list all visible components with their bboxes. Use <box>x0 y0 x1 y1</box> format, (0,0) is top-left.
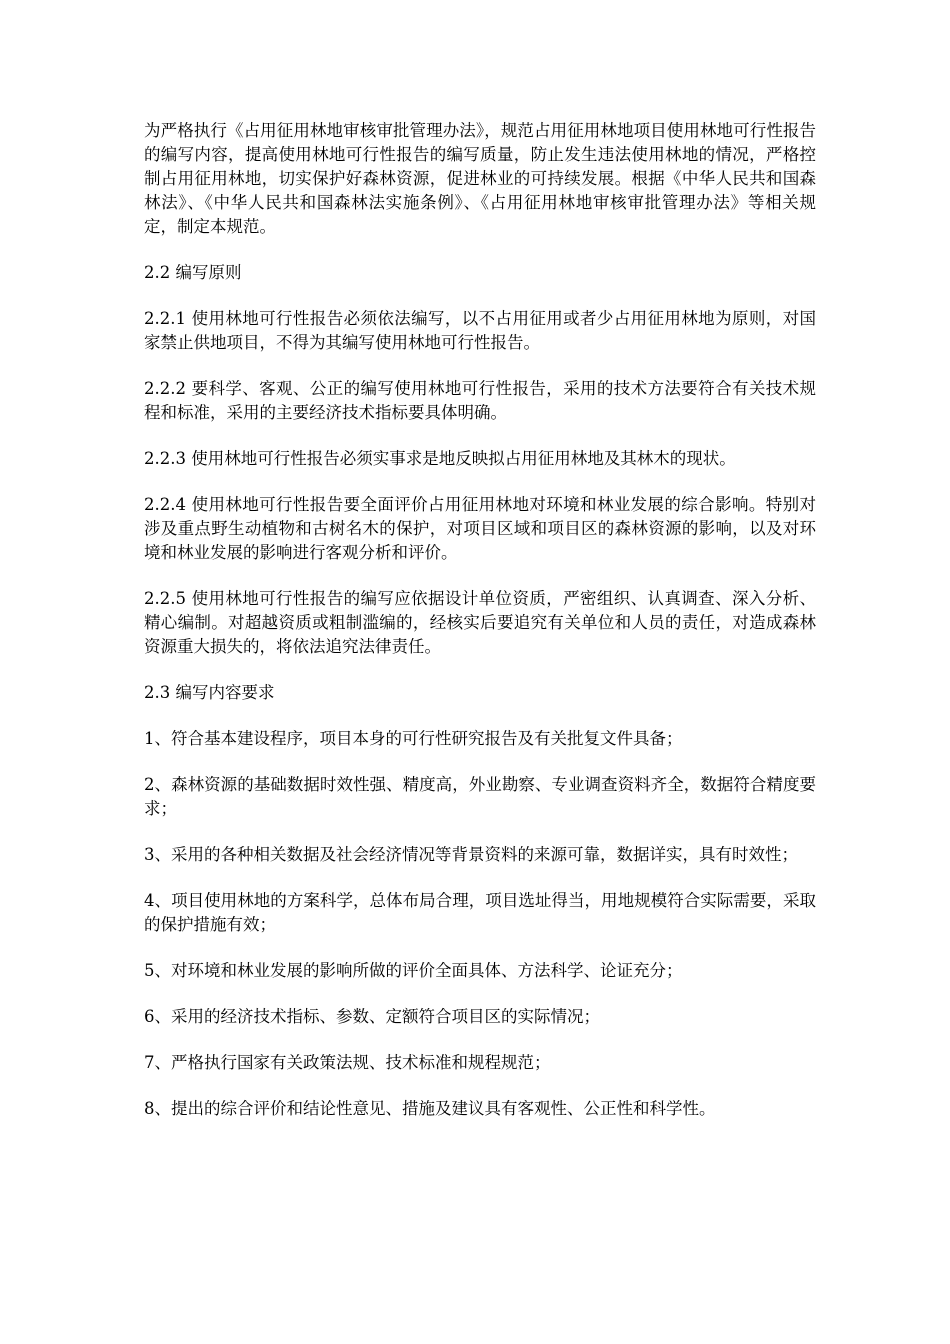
requirement-item-7: 7、严格执行国家有关政策法规、技术标准和规程规范； <box>144 1053 551 1072</box>
document-page <box>144 119 816 1143</box>
clause-2-2-3: 2.2.3 使用林地可行性报告必须实事求是地反映拟占用征用林地及其林木的现状。 <box>144 449 736 468</box>
requirement-item-3: 3、采用的各种相关数据及社会经济情况等背景资料的来源可靠，数据详实，具有时效性； <box>144 845 798 864</box>
section-heading-2-3: 2.3 编写内容要求 <box>144 683 275 702</box>
requirement-item-6: 6、采用的经济技术指标、参数、定额符合项目区的实际情况； <box>144 1007 600 1026</box>
section-heading-2-2: 2.2 编写原则 <box>144 263 242 282</box>
clause-2-2-1: 2.2.1 使用林地可行性报告必须依法编写，以不占用征用或者少占用征用林地为原则，对国家禁止供地项目，不得为其编写使用林地可行性报告。 <box>144 309 816 352</box>
requirement-item-5: 5、对环境和林业发展的影响所做的评价全面具体、方法科学、论证充分； <box>144 961 683 980</box>
requirement-item-4: 4、项目使用林地的方案科学，总体布局合理，项目选址得当，用地规模符合实际需要，采取的保护措施有效； <box>144 891 816 934</box>
clause-2-2-4: 2.2.4 使用林地可行性报告要全面评价占用征用林地对环境和林业发展的综合影响。特别对涉及重点野生动植物和古树名木的保护，对项目区域和项目区的森林资源的影响，以及对环境和林业发展的影响进行客观分析和评价。 <box>144 495 816 562</box>
intro-paragraph: 为严格执行《占用征用林地审核审批管理办法》，规范占用征用林地项目使用林地可行性报告的编写内容，提高使用林地可行性报告的编写质量，防止发生违法使用林地的情况，严格控制占用征用林地，切实保护好森林资源，促进林业的可持续发展。根据《中华人民共和国森林法》、《中华人民共和国森林法实施条例》、《占用征用林地审核审批管理办法》等相关规定，制定本规范。 <box>144 121 816 236</box>
clause-2-2-5: 2.2.5 使用林地可行性报告的编写应依据设计单位资质，严密组织、认真调查、深入分析、精心编制。对超越资质或粗制滥编的，经核实后要追究有关单位和人员的责任，对造成森林资源重大损失的，将依法追究法律责任。 <box>144 589 816 656</box>
clause-2-2-2: 2.2.2 要科学、客观、公正的编写使用林地可行性报告，采用的技术方法要符合有关技术规程和标准，采用的主要经济技术指标要具体明确。 <box>144 379 816 422</box>
requirement-item-1: 1、符合基本建设程序，项目本身的可行性研究报告及有关批复文件具备； <box>144 729 683 748</box>
requirement-item-8: 8、提出的综合评价和结论性意见、措施及建议具有客观性、公正性和科学性。 <box>144 1099 716 1118</box>
requirement-item-2: 2、森林资源的基础数据时效性强、精度高，外业勘察、专业调查资料齐全，数据符合精度要求； <box>144 775 816 818</box>
